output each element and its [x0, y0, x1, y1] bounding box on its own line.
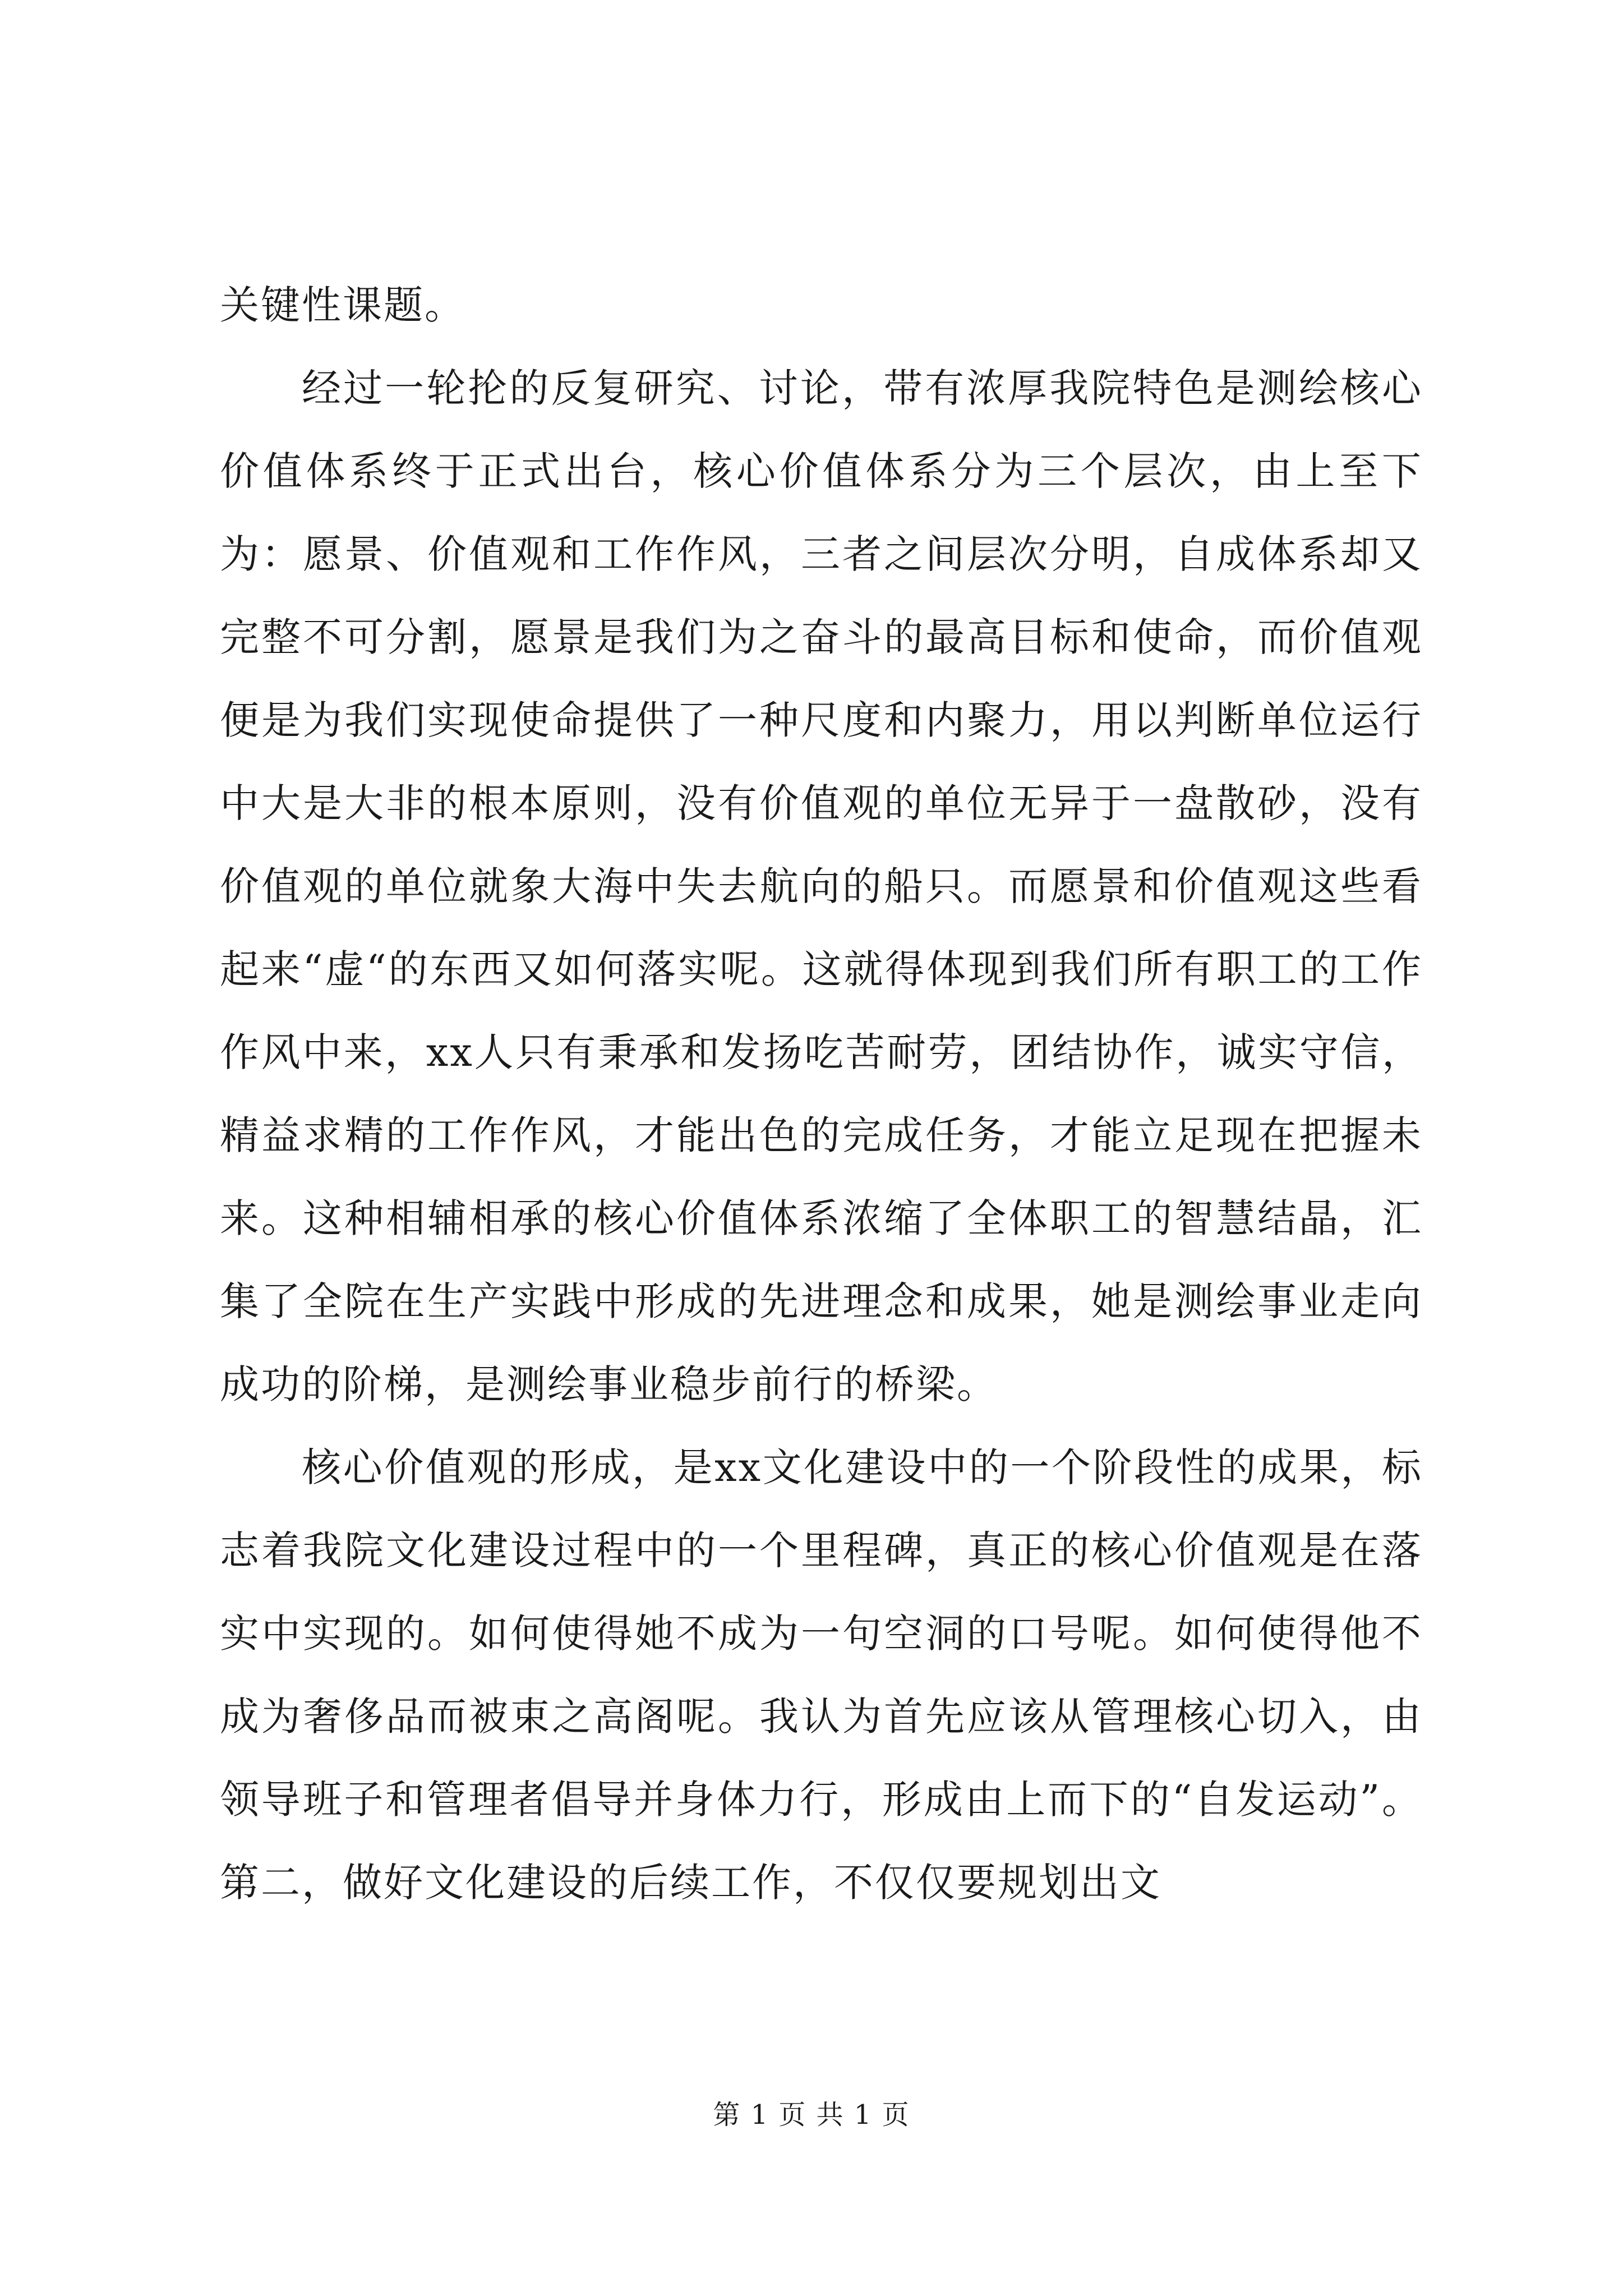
page-footer: 第 1 页 共 1 页: [713, 2099, 910, 2131]
paragraph-3: 核心价值观的形成，是xx文化建设中的一个阶段性的成果，标志着我院文化建设过程中的一个里程碑，真正的核心价值观是在落实中实现的。如何使得她不成为一句空洞的口号呢。如何使得他不成为奢侈品而被束之高阁呢。我认为首先应该从管理核心切入，由领导班子和管理者倡导并身体力行，形成由上而下的“自发运动”。第二，做好文化建设的后续工作，不仅仅要规划出文: [220, 1444, 1423, 1906]
paragraph-1: 关键性课题。: [220, 282, 465, 328]
document-body: [220, 264, 1423, 1924]
paragraph-2: 经过一轮抡的反复研究、讨论，带有浓厚我院特色是测绘核心价值体系终于正式出台，核心价值体系分为三个层次，由上至下为：愿景、价值观和工作作风，三者之间层次分明，自成体系却又完整不可分割，愿景是我们为之奋斗的最高目标和使命，而价值观便是为我们实现使命提供了一种尺度和内聚力，用以判断单位运行中大是大非的根本原则，没有价值观的单位无异于一盘散砂，没有价值观的单位就象大海中失去航向的船只。而愿景和价值观这些看起来“虚“的东西又如何落实呢。这就得体现到我们所有职工的工作作风中来，xx人只有秉承和发扬吃苦耐劳，团结协作，诚实守信，精益求精的工作作风，才能出色的完成任务，才能立足现在把握未来。这种相辅相承的核心价值体系浓缩了全体职工的智慧结晶，汇集了全院在生产实践中形成的先进理念和成果，她是测绘事业走向成功的阶梯，是测绘事业稳步前行的桥梁。: [220, 365, 1423, 1407]
